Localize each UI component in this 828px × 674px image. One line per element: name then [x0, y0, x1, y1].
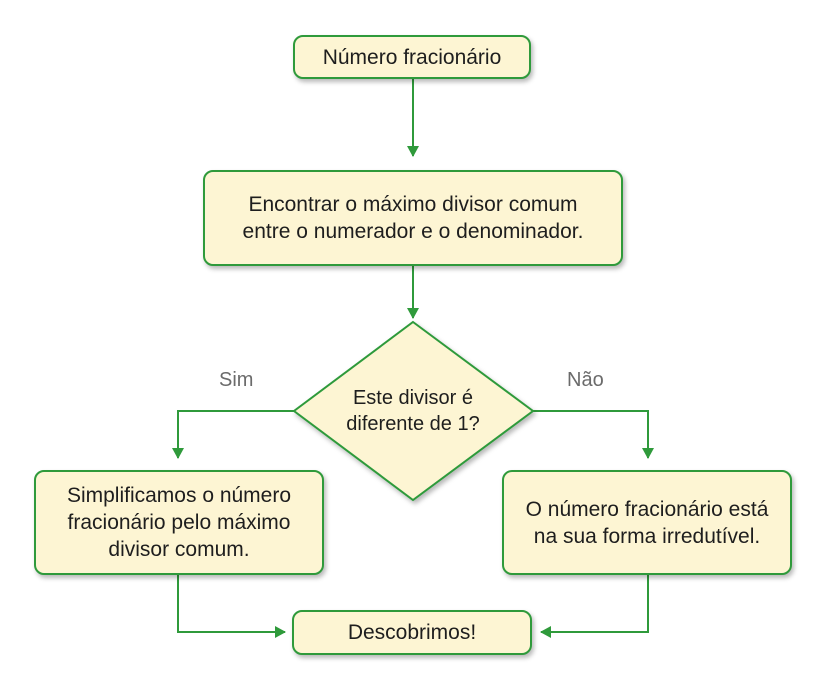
irreducible-line-1: O número fracionário está — [525, 497, 769, 521]
end-node — [292, 610, 532, 655]
find-gcd-line-2: entre o numerador e o denominador. — [242, 220, 584, 243]
yes-branch-label: Sim — [219, 369, 254, 391]
start-node-text: Número fracionário — [322, 45, 502, 69]
find-gcd-line-1: Encontrar o máximo divisor comum — [248, 193, 578, 216]
decision-line-2: diferente de 1? — [346, 413, 480, 435]
simplify-line-3: divisor comum. — [108, 538, 250, 561]
simplify-node — [34, 470, 324, 575]
find-gcd-node — [203, 170, 623, 266]
decision-text — [310, 383, 516, 439]
arrow-decision-yes-to-simplify — [178, 411, 294, 458]
simplify-line-2: fracionário pelo máximo — [67, 511, 291, 534]
irreducible-node — [502, 470, 792, 575]
arrow-simplify-to-end — [178, 575, 285, 632]
arrow-irreducible-to-end — [541, 575, 648, 632]
irreducible-line-2: na sua forma irredutível. — [533, 524, 761, 548]
end-node-text: Descobrimos! — [347, 621, 477, 644]
decision-line-1: Este divisor é — [352, 387, 474, 409]
arrow-decision-no-to-irreducible — [533, 411, 648, 458]
simplify-line-1: Simplificamos o número — [66, 484, 292, 507]
no-branch-label: Não — [567, 369, 604, 391]
start-node — [293, 35, 531, 79]
